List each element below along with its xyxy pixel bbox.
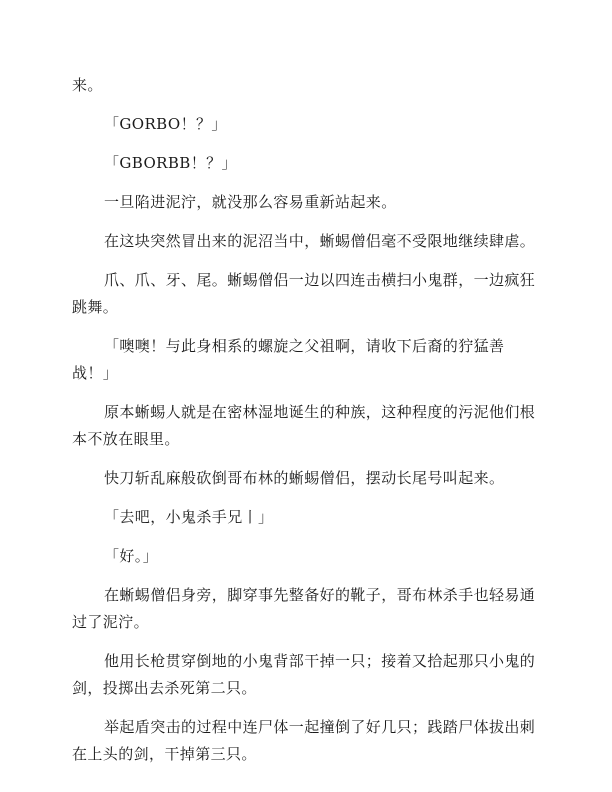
- paragraph: 原本蜥蜴人就是在密林湿地诞生的种族，这种程度的污泥他们根本不放在眼里。: [72, 403, 536, 448]
- paragraph-continuation: 来。: [72, 76, 103, 94]
- paragraph-dialogue: 「噢噢！与此身相系的螺旋之父祖啊，请收下后裔的狞猛善战！」: [72, 337, 505, 382]
- paragraph: 在这块突然冒出来的泥沼当中，蜥蜴僧侣毫不受限地继续肆虐。: [104, 232, 536, 250]
- paragraph: 快刀斩乱麻般砍倒哥布林的蜥蜴僧侣，摆动长尾号叫起来。: [104, 469, 505, 487]
- paragraph-dialogue: 「GBORBB！？」: [104, 154, 237, 172]
- paragraph: 爪、爪、牙、尾。蜥蜴僧侣一边以四连击横扫小鬼群，一边疯狂跳舞。: [72, 271, 536, 316]
- paragraph-dialogue: 「GORBO！？」: [104, 115, 227, 133]
- paragraph-dialogue: 「好。」: [104, 547, 159, 565]
- body-text: [72, 72, 540, 780]
- paragraph: 举起盾突击的过程中连尸体一起撞倒了好几只；践踏尸体拔出刺在上头的剑，干掉第三只。: [72, 718, 536, 763]
- paragraph-dialogue: 「去吧，小鬼杀手兄丨」: [104, 508, 274, 526]
- paragraph: 在蜥蜴僧侣身旁，脚穿事先整备好的靴子，哥布林杀手也轻易通过了泥泞。: [72, 586, 536, 631]
- paragraph: 一旦陷进泥泞，就没那么容易重新站起来。: [104, 193, 397, 211]
- paragraph: 他用长枪贯穿倒地的小鬼背部干掉一只；接着又拾起那只小鬼的剑，投掷出去杀死第二只。: [72, 652, 536, 697]
